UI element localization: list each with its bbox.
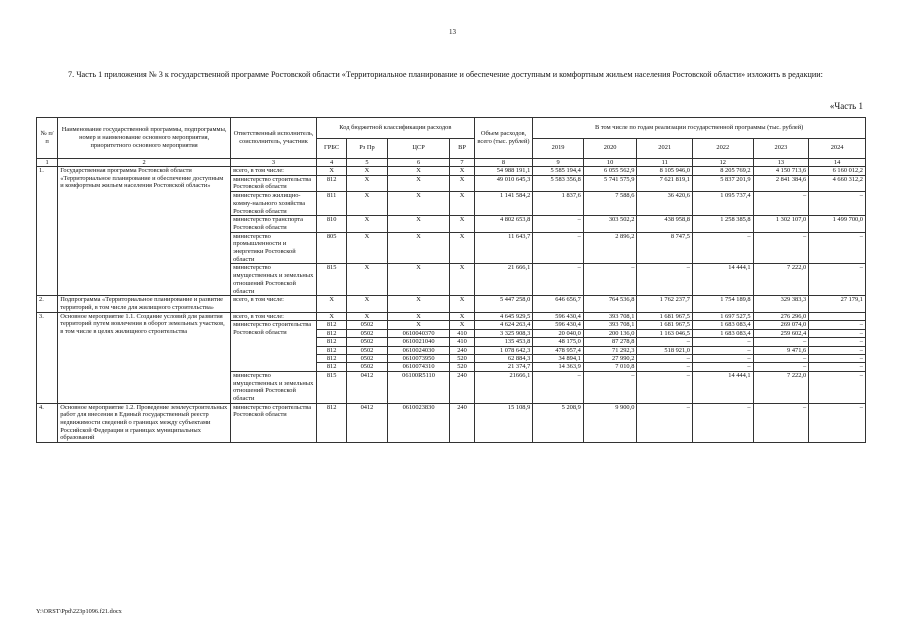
cell-vr: X: [450, 216, 474, 232]
cell-year-value: –: [753, 354, 809, 362]
cell-year-value: 518 921,0: [637, 346, 693, 354]
cell-rzpr: 0502: [347, 346, 387, 354]
cell-vr: X: [450, 296, 474, 312]
cell-year-value: 14 444,1: [692, 371, 753, 403]
cell-year-value: –: [809, 338, 866, 346]
cell-year-value: [809, 312, 866, 321]
cell-year-value: 7 588,6: [583, 192, 637, 216]
cell-year-value: 8 747,5: [637, 232, 693, 264]
col-years-group-header: В том числе по годам реализации государственной программы (тыс. рублей): [533, 118, 866, 139]
column-number: 11: [637, 159, 693, 167]
cell-year-value: 9 471,6: [753, 346, 809, 354]
cell-year-value: 1 683 083,4: [692, 329, 753, 337]
cell-rzpr: 0502: [347, 338, 387, 346]
cell-year-value: 1 163 046,5: [637, 329, 693, 337]
cell-year-value: –: [809, 321, 866, 329]
table-body: [37, 159, 866, 443]
cell-year-value: 276 296,0: [753, 312, 809, 321]
cell-rzpr: X: [347, 232, 387, 264]
cell-year-value: –: [533, 264, 584, 296]
col-num-header: № п/п: [37, 118, 58, 159]
cell-csr: X: [387, 192, 450, 216]
cell-total: 21 666,1: [474, 264, 533, 296]
cell-csr: 06100R5110: [387, 371, 450, 403]
cell-grbs: 805: [316, 232, 346, 264]
cell-executor: всего, в том числе:: [231, 312, 317, 321]
col-rzpr-header: Рз Пр: [347, 138, 387, 159]
cell-year-value: 8 105 946,0: [637, 167, 693, 176]
cell-grbs: X: [316, 167, 346, 176]
cell-year-value: 5 208,9: [533, 403, 584, 443]
cell-year-value: 1 681 967,5: [637, 312, 693, 321]
cell-row-number: 2.: [37, 296, 58, 312]
cell-year-value: 1 499 700,0: [809, 216, 866, 232]
cell-year-value: –: [533, 216, 584, 232]
cell-rzpr: X: [347, 264, 387, 296]
footer-file-path: Y:\ORST\Ppd\223p1096.f21.docx: [36, 608, 122, 615]
part-label: «Часть 1: [829, 101, 863, 111]
cell-program-name: Государственная программа Ростовской области «Территориальное планирование и обеспечение доступным и комфортным жильем населения Ростовской области»: [58, 167, 231, 296]
cell-year-value: 7 222,0: [753, 371, 809, 403]
cell-year-value: –: [583, 264, 637, 296]
col-year-header: 2019: [533, 138, 584, 159]
cell-year-value: 14 363,9: [533, 363, 584, 371]
col-year-header: 2022: [692, 138, 753, 159]
cell-grbs: 812: [316, 363, 346, 371]
cell-year-value: –: [753, 338, 809, 346]
cell-executor: министерство строительства Ростовской области: [231, 175, 317, 191]
table-row: [37, 296, 866, 312]
cell-year-value: –: [692, 346, 753, 354]
cell-csr: X: [387, 175, 450, 191]
cell-grbs: 811: [316, 192, 346, 216]
cell-rzpr: 0502: [347, 321, 387, 329]
cell-year-value: 1 681 967,5: [637, 321, 693, 329]
cell-total: 21666,1: [474, 371, 533, 403]
cell-rzpr: X: [347, 175, 387, 191]
cell-year-value: 303 502,2: [583, 216, 637, 232]
col-grbs-header: ГРБС: [316, 138, 346, 159]
cell-year-value: –: [809, 192, 866, 216]
cell-year-value: 5 585 194,4: [533, 167, 584, 176]
cell-vr: X: [450, 264, 474, 296]
cell-total: 1 141 584,2: [474, 192, 533, 216]
cell-rzpr: 0502: [347, 363, 387, 371]
cell-year-value: 6 055 562,9: [583, 167, 637, 176]
cell-year-value: 1 095 737,4: [692, 192, 753, 216]
cell-year-value: 7 010,8: [583, 363, 637, 371]
header-row-1: [37, 118, 866, 139]
cell-year-value: 14 444,1: [692, 264, 753, 296]
cell-year-value: 329 383,3: [753, 296, 809, 312]
cell-grbs: 815: [316, 371, 346, 403]
cell-year-value: –: [809, 403, 866, 443]
cell-executor: министерство строительства Ростовской области: [231, 321, 317, 371]
cell-rzpr: 0412: [347, 403, 387, 443]
cell-year-value: 87 278,8: [583, 338, 637, 346]
cell-vr: X: [450, 312, 474, 321]
column-number: 3: [231, 159, 317, 167]
cell-vr: 520: [450, 354, 474, 362]
cell-grbs: 812: [316, 175, 346, 191]
cell-year-value: 2 896,2: [583, 232, 637, 264]
cell-year-value: 27 179,1: [809, 296, 866, 312]
cell-row-number: 1.: [37, 167, 58, 296]
cell-total: 4 645 929,5: [474, 312, 533, 321]
cell-vr: X: [450, 192, 474, 216]
cell-year-value: –: [692, 338, 753, 346]
cell-year-value: –: [692, 354, 753, 362]
cell-year-value: 393 708,1: [583, 312, 637, 321]
cell-year-value: 438 958,8: [637, 216, 693, 232]
cell-rzpr: 0502: [347, 329, 387, 337]
cell-year-value: 200 136,0: [583, 329, 637, 337]
cell-year-value: 478 957,4: [533, 346, 584, 354]
cell-rzpr: 0412: [347, 371, 387, 403]
col-year-header: 2021: [637, 138, 693, 159]
cell-year-value: –: [809, 346, 866, 354]
cell-grbs: 810: [316, 216, 346, 232]
cell-csr: 0610021040: [387, 338, 450, 346]
cell-year-value: 596 430,4: [533, 312, 584, 321]
cell-year-value: 48 175,0: [533, 338, 584, 346]
cell-executor: министерство имущественных и земельных отношений Ростовской области: [231, 264, 317, 296]
cell-year-value: –: [692, 232, 753, 264]
cell-year-value: 4 150 713,6: [753, 167, 809, 176]
cell-grbs: 812: [316, 329, 346, 337]
table-row: [37, 167, 866, 176]
cell-grbs: 812: [316, 338, 346, 346]
cell-csr: X: [387, 167, 450, 176]
cell-program-name: Подпрограмма «Территориальное планирование и развитие территорий, в том числе для жилищного строительства»: [58, 296, 231, 312]
cell-executor: министерство жилищно-комму-нального хозяйства Ростовской области: [231, 192, 317, 216]
column-number: 9: [533, 159, 584, 167]
cell-program-name: Основное мероприятие 1.2. Проведение землеустроительных работ для внесения в Единый государственный реестр недвижимости сведений о границах между субъектами Российской Федерации и границах муниципальных образований: [58, 403, 231, 443]
cell-year-value: 5 837 201,9: [692, 175, 753, 191]
column-number: 14: [809, 159, 866, 167]
cell-csr: X: [387, 232, 450, 264]
cell-year-value: –: [583, 371, 637, 403]
cell-year-value: 1 302 107,0: [753, 216, 809, 232]
cell-vr: 410: [450, 329, 474, 337]
cell-csr: 0610073950: [387, 354, 450, 362]
cell-year-value: –: [637, 264, 693, 296]
cell-rzpr: X: [347, 296, 387, 312]
cell-total: 4 624 263,4: [474, 321, 533, 329]
column-number: 8: [474, 159, 533, 167]
col-csr-header: ЦСР: [387, 138, 450, 159]
cell-year-value: 4 660 312,2: [809, 175, 866, 191]
cell-year-value: –: [753, 232, 809, 264]
cell-vr: 240: [450, 371, 474, 403]
budget-table: [36, 117, 866, 443]
cell-year-value: 764 536,8: [583, 296, 637, 312]
cell-vr: X: [450, 232, 474, 264]
cell-total: 62 884,3: [474, 354, 533, 362]
cell-year-value: –: [753, 192, 809, 216]
cell-csr: 0610023830: [387, 403, 450, 443]
cell-rzpr: X: [347, 216, 387, 232]
cell-year-value: –: [753, 363, 809, 371]
cell-executor: всего, в том числе:: [231, 296, 317, 312]
cell-rzpr: X: [347, 312, 387, 321]
cell-year-value: –: [809, 329, 866, 337]
cell-year-value: –: [637, 354, 693, 362]
cell-year-value: 20 040,0: [533, 329, 584, 337]
col-year-header: 2020: [583, 138, 637, 159]
cell-total: 54 988 191,1: [474, 167, 533, 176]
cell-year-value: 6 160 012,2: [809, 167, 866, 176]
cell-year-value: 1 697 527,5: [692, 312, 753, 321]
cell-year-value: 5 741 575,9: [583, 175, 637, 191]
column-number: 13: [753, 159, 809, 167]
cell-executor: всего, в том числе:: [231, 167, 317, 176]
cell-year-value: 1 683 083,4: [692, 321, 753, 329]
cell-year-value: –: [809, 354, 866, 362]
cell-grbs: 815: [316, 264, 346, 296]
column-number: 7: [450, 159, 474, 167]
column-number: 1: [37, 159, 58, 167]
cell-total: 1 078 642,3: [474, 346, 533, 354]
column-number: 12: [692, 159, 753, 167]
cell-year-value: 27 990,2: [583, 354, 637, 362]
column-number: 5: [347, 159, 387, 167]
cell-year-value: 9 900,0: [583, 403, 637, 443]
cell-rzpr: 0502: [347, 354, 387, 362]
cell-year-value: 1 762 237,7: [637, 296, 693, 312]
cell-csr: 0610024030: [387, 346, 450, 354]
cell-total: 49 010 645,3: [474, 175, 533, 191]
cell-program-name: Основное мероприятие 1.1. Создание условий для развития территорий путем вовлечения в оборот земельных участков, в том числе в целях жилищного строительства: [58, 312, 231, 403]
cell-year-value: 7 222,0: [753, 264, 809, 296]
cell-vr: 520: [450, 363, 474, 371]
cell-year-value: 393 708,1: [583, 321, 637, 329]
cell-year-value: 34 894,1: [533, 354, 584, 362]
cell-total: 5 447 258,0: [474, 296, 533, 312]
cell-year-value: 1 837,6: [533, 192, 584, 216]
cell-year-value: 269 074,0: [753, 321, 809, 329]
col-name-header: Наименование государственной программы, подпрограммы, номер и наименование основного мероприятия, приоритетного основного мероприятия: [58, 118, 231, 159]
cell-total: 15 108,9: [474, 403, 533, 443]
cell-year-value: –: [637, 363, 693, 371]
cell-year-value: –: [692, 403, 753, 443]
cell-year-value: 5 583 356,8: [533, 175, 584, 191]
cell-total: 135 453,8: [474, 338, 533, 346]
cell-vr: 240: [450, 346, 474, 354]
cell-csr: 0610040370: [387, 329, 450, 337]
col-year-header: 2023: [753, 138, 809, 159]
cell-grbs: 812: [316, 321, 346, 329]
cell-year-value: 646 656,7: [533, 296, 584, 312]
cell-year-value: –: [637, 338, 693, 346]
cell-executor: министерство промышленности и энергетики Ростовской области: [231, 232, 317, 264]
cell-row-number: 3.: [37, 312, 58, 403]
cell-year-value: 36 420,6: [637, 192, 693, 216]
cell-year-value: –: [809, 371, 866, 403]
column-number: 2: [58, 159, 231, 167]
cell-year-value: –: [753, 403, 809, 443]
cell-vr: X: [450, 321, 474, 329]
cell-csr: X: [387, 321, 450, 329]
cell-year-value: 2 841 384,6: [753, 175, 809, 191]
cell-rzpr: X: [347, 167, 387, 176]
cell-year-value: 7 621 819,1: [637, 175, 693, 191]
col-total-header: Объем расходов, всего (тыс. рублей): [474, 118, 533, 159]
column-number: 4: [316, 159, 346, 167]
cell-rzpr: X: [347, 192, 387, 216]
cell-year-value: 596 430,4: [533, 321, 584, 329]
cell-year-value: 1 754 189,8: [692, 296, 753, 312]
cell-year-value: 1 258 385,8: [692, 216, 753, 232]
cell-executor: министерство имущественных и земельных отношений Ростовской области: [231, 371, 317, 403]
cell-grbs: 812: [316, 346, 346, 354]
col-vr-header: ВР: [450, 138, 474, 159]
cell-vr: 240: [450, 403, 474, 443]
column-number-row: [37, 159, 866, 167]
cell-year-value: –: [533, 371, 584, 403]
cell-vr: X: [450, 167, 474, 176]
column-number: 6: [387, 159, 450, 167]
cell-year-value: –: [809, 264, 866, 296]
cell-year-value: –: [533, 232, 584, 264]
table-row: [37, 403, 866, 443]
cell-year-value: 259 602,4: [753, 329, 809, 337]
cell-grbs: X: [316, 296, 346, 312]
cell-csr: X: [387, 312, 450, 321]
cell-row-number: 4.: [37, 403, 58, 443]
col-year-header: 2024: [809, 138, 866, 159]
cell-total: 21 374,7: [474, 363, 533, 371]
page-number: 13: [449, 28, 456, 36]
cell-year-value: 8 205 769,2: [692, 167, 753, 176]
cell-csr: X: [387, 296, 450, 312]
cell-year-value: –: [809, 232, 866, 264]
cell-grbs: 812: [316, 403, 346, 443]
cell-year-value: –: [692, 363, 753, 371]
cell-grbs: 812: [316, 354, 346, 362]
cell-year-value: –: [637, 371, 693, 403]
table-row: [37, 312, 866, 321]
cell-total: 4 802 653,8: [474, 216, 533, 232]
cell-year-value: –: [809, 363, 866, 371]
col-executor-header: Ответственный исполнитель, соисполнитель, участник: [231, 118, 317, 159]
cell-vr: 410: [450, 338, 474, 346]
cell-csr: 0610074310: [387, 363, 450, 371]
cell-executor: министерство строительства Ростовской области: [231, 403, 317, 443]
cell-year-value: 71 292,3: [583, 346, 637, 354]
cell-grbs: X: [316, 312, 346, 321]
cell-executor: министерство транспорта Ростовской области: [231, 216, 317, 232]
cell-year-value: –: [637, 403, 693, 443]
col-code-group-header: Код бюджетной классификации расходов: [316, 118, 474, 139]
cell-csr: X: [387, 264, 450, 296]
intro-paragraph: 7. Часть 1 приложения № 3 к государственной программе Ростовской области «Территориальное планирование и обеспечение доступным и комфортным жильем населения Ростовской области» изложить в редакции:: [68, 70, 823, 79]
cell-vr: X: [450, 175, 474, 191]
cell-total: 3 325 908,3: [474, 329, 533, 337]
cell-csr: X: [387, 216, 450, 232]
cell-total: 11 643,7: [474, 232, 533, 264]
column-number: 10: [583, 159, 637, 167]
